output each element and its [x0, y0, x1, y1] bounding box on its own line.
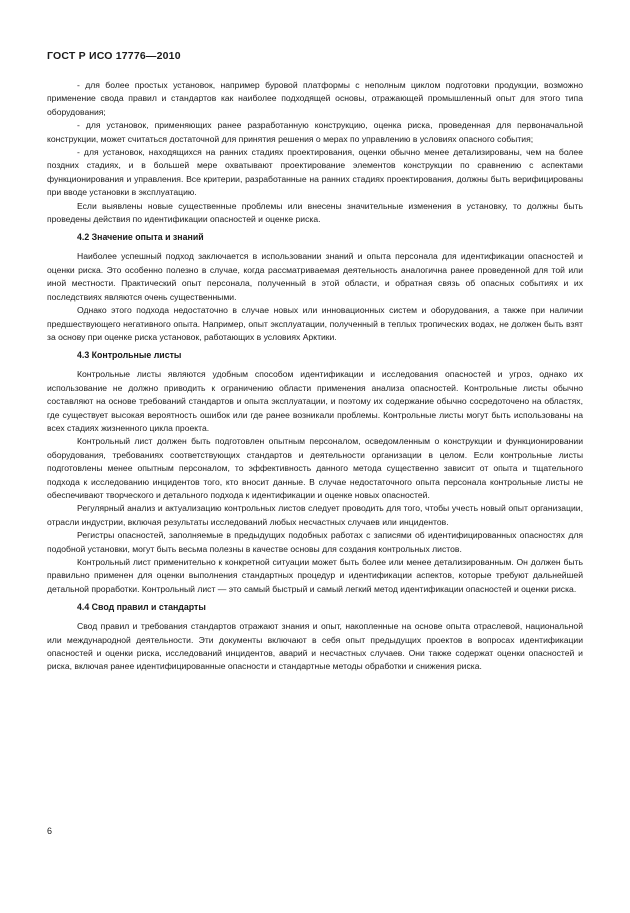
section-paragraph: Свод правил и требования стандартов отражают знания и опыт, накопленные на основе опыта отраслевой, национальной или международной деятельности. Эти документы включают в себя опыт предыдущих проектов в вопросах идентификации опасностей и оценки риска, исследований инцидентов, аварий и несчастных случаев. Они также содержат оценки опасностей и риска, включая ранее идентифицированные опасности и стандартные методы обработки и снижения риска.: [47, 621, 583, 672]
section-paragraph: Контрольный лист должен быть подготовлен опытным персоналом, осведомленным о конструкции и функционировании оборудования, требованиях соответствующих стандартов и деятельности организации в целом. Если контрольные листы подготовлены менее опытным персоналом, то эффективность данного метода существенно зависит от опыта и тщательного подхода к исследованию инцидентов того, кто вносит данные. В случае недостаточного опыта персонала контрольные листы не обеспечивают творческого и детального подхода к идентификации и оценке новых опасностей.: [47, 436, 583, 500]
section-paragraph: Регулярный анализ и актуализацию контрольных листов следует проводить для того, чтобы учесть новый опыт организации, отрасли индустрии, включая результаты исследований любых несчастных случаев или инцидентов.: [47, 503, 583, 527]
section-paragraph: Контрольный лист применительно к конкретной ситуации может быть более или менее детализированным. Он должен быть правильно применен для оценки выполнения стандартных процедур и идентификации аспектов, которые требуют дальнейшей детальной проработки. Контрольный лист — это самый быстрый и самый легкий метод идентификации опасностей и оценки риска.: [47, 557, 583, 594]
intro-paragraph: Если выявлены новые существенные проблемы или внесены значительные изменения в установку, то должны быть проведены действия по идентификации опасностей и оценке риска.: [47, 200, 583, 225]
intro-paragraph: - для установок, находящихся на ранних стадиях проектирования, оценки обычно менее детализированы, чем на более поздних стадиях, и в большей мере охватывают проектирование элементов конструкции по сравнению с аспектами функционирования и управления. Все критерии, разработанные на ранних стадиях проектирования, должны быть верифицированы при вводе установки в эксплуатацию.: [47, 147, 583, 198]
section-heading: 4.3 Контрольные листы: [77, 350, 182, 361]
document-body: [47, 79, 583, 674]
section-paragraph: Наиболее успешный подход заключается в использовании знаний и опыта персонала для идентификации опасностей и оценки риска. Это особенно полезно в случае, когда рассматриваемая деятельность аналогична ранее проведенной для той или иной местности. Практический опыт персонала, полученный в этой области, и обратная связь об опасных событиях и их последствиях являются очень существенными.: [47, 251, 583, 302]
section-paragraph: Однако этого подхода недостаточно в случае новых или инновационных систем и оборудования, а также при наличии предшествующего негативного опыта. Например, опыт эксплуатации, полученный в теплых тропических водах, не должен быть взят за основу при оценке риска установок, работающих в условиях Арктики.: [47, 305, 583, 342]
intro-paragraph: - для более простых установок, например буровой платформы с неполным циклом подготовки продукции, возможно применение свода правил и стандартов как наиболее подходящей основы, отражающей промышленный опыт для этого типа оборудования;: [47, 80, 583, 117]
section-heading: 4.2 Значение опыта и знаний: [77, 232, 204, 243]
section-paragraph: Регистры опасностей, заполняемые в предыдущих подобных работах с записями об идентифицированных опасностях для подобной установки, могут быть весьма полезны в качестве основы для создания контрольных листов.: [47, 530, 583, 554]
intro-paragraph: - для установок, применяющих ранее разработанную конструкцию, оценка риска, проведенная для первоначальной конструкции, может считаться достаточной для принятия решения о мерах по управлению в условиях опасного события;: [47, 120, 583, 144]
section-paragraph: Контрольные листы являются удобным способом идентификации и исследования опасностей и угроз, однако их использование не должно приводить к ограничению области применения анализа опасностей. Контрольные листы обычно составляют на основе требований стандартов и опыта эксплуатации, и поэтому их содержание обычно сосредоточено на областях, где существует высокая вероятность ошибок или где ранее возникали проблемы. Контрольные листы могут быть использованы на всех стадиях жизненного цикла проекта.: [47, 369, 583, 433]
section-heading: 4.4 Свод правил и стандарты: [77, 602, 206, 613]
document-header: ГОСТ Р ИСО 17776—2010: [47, 50, 181, 62]
page-number: 6: [47, 826, 53, 836]
